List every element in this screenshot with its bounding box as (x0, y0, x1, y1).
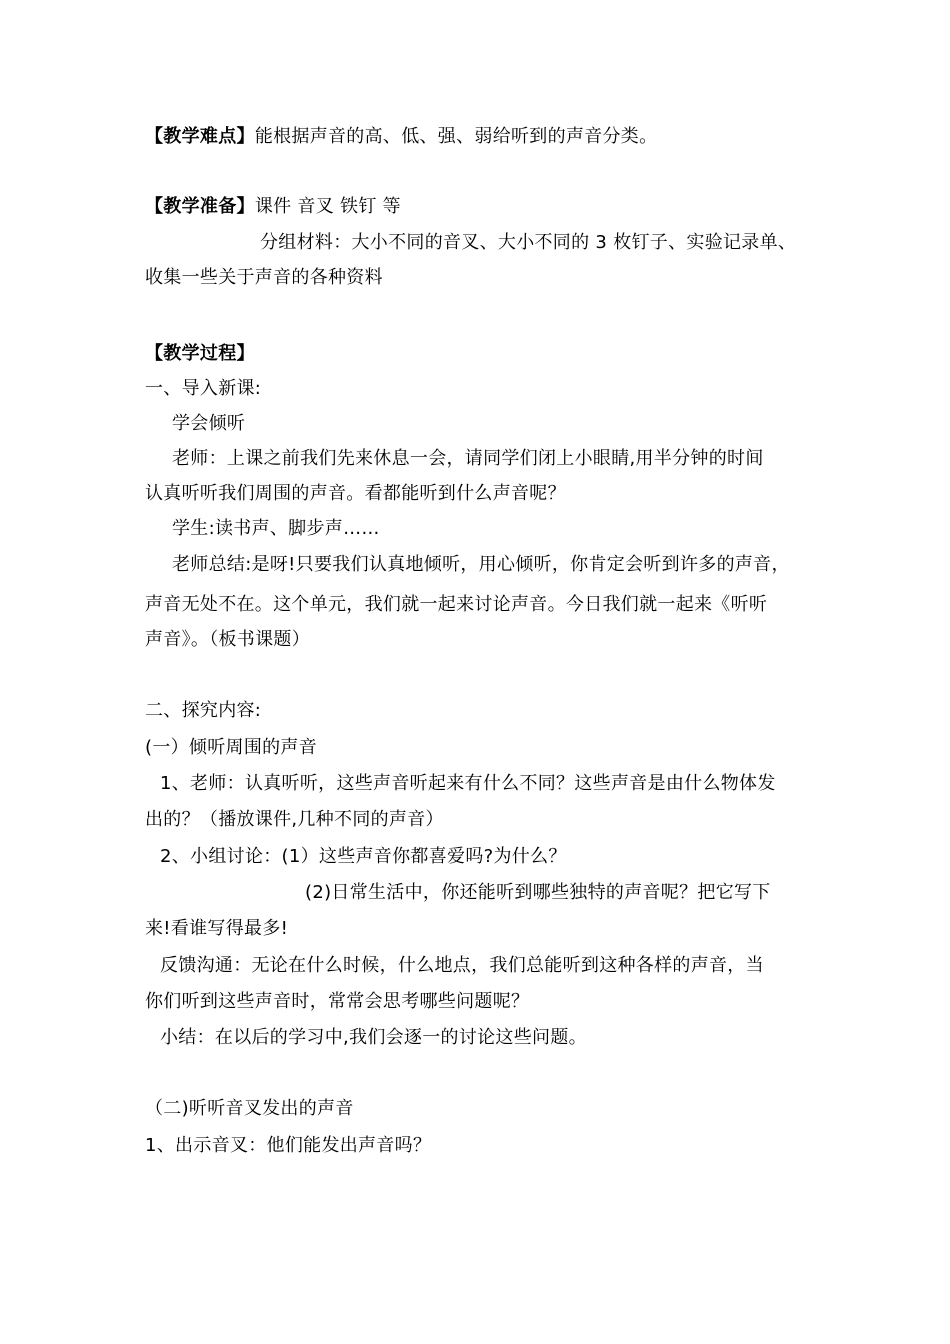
paragraph-line: 一、导入新课: (145, 378, 262, 399)
teaching-preparation-line (145, 194, 401, 220)
paragraph-line: 1、出示音叉：他们能发出声音吗？ (145, 1135, 432, 1156)
teaching-preparation-text: 课件 音叉 铁钉 等 (254, 196, 401, 217)
paragraph-line: 反馈沟通：无论在什么时候，什么地点，我们总能听到这种各样的声音，当 (160, 955, 764, 976)
teaching-process-heading: 【教学过程】 (145, 343, 255, 364)
paragraph-line: 你们听到这些声音时，常常会思考哪些问题呢？ (145, 991, 530, 1012)
materials-line-1: 分组材料：大小不同的音叉、大小不同的 3 枚钉子、实验记录单、 (260, 232, 797, 253)
teaching-preparation-heading: 【教学准备】 (145, 196, 255, 217)
paragraph-line: 2、小组讨论：(1）这些声音你都喜爱吗?为什么？ (160, 846, 567, 867)
paragraph-line: 来!看谁写得最多! (145, 918, 289, 939)
teaching-difficulty-text: 能根据声音的高、低、强、弱给听到的声音分类。 (254, 126, 658, 147)
paragraph-line: 出的？（播放课件,几种不同的声音） (145, 809, 444, 830)
paragraph-line: 声音无处不在。这个单元，我们就一起来讨论声音。今日我们就一起来《听听 (145, 594, 768, 615)
teaching-difficulty-line (145, 124, 657, 150)
paragraph-line: (2)日常生活中，你还能听到哪些独特的声音呢？把它写下 (305, 882, 771, 903)
paragraph-line: 小结：在以后的学习中,我们会逐一的讨论这些问题。 (160, 1027, 587, 1048)
teaching-difficulty-heading: 【教学难点】 (145, 126, 255, 147)
paragraph-line: 学生:读书声、脚步声…… (172, 518, 380, 539)
paragraph-line: 老师：上课之前我们先来休息一会，请同学们闭上小眼睛,用半分钟的时间 (172, 448, 764, 469)
materials-line-2: 收集一些关于声音的各种资料 (145, 267, 383, 288)
paragraph-line: 认真听听我们周围的声音。看都能听到什么声音呢？ (145, 483, 566, 504)
paragraph-line: 老师总结:是呀!只要我们认真地倾听，用心倾听，你肯定会听到许多的声音， (172, 554, 790, 575)
paragraph-line: 声音》。（板书课题） (145, 629, 310, 650)
paragraph-line: 学会倾听 (172, 413, 246, 434)
paragraph-line: 1、老师：认真听听，这些声音听起来有什么不同？这些声音是由什么物体发 (160, 773, 776, 794)
paragraph-line: (一）倾听周围的声音 (145, 737, 318, 758)
paragraph-line: （二)听听音叉发出的声音 (145, 1098, 354, 1119)
paragraph-line: 二、探究内容: (145, 700, 262, 721)
